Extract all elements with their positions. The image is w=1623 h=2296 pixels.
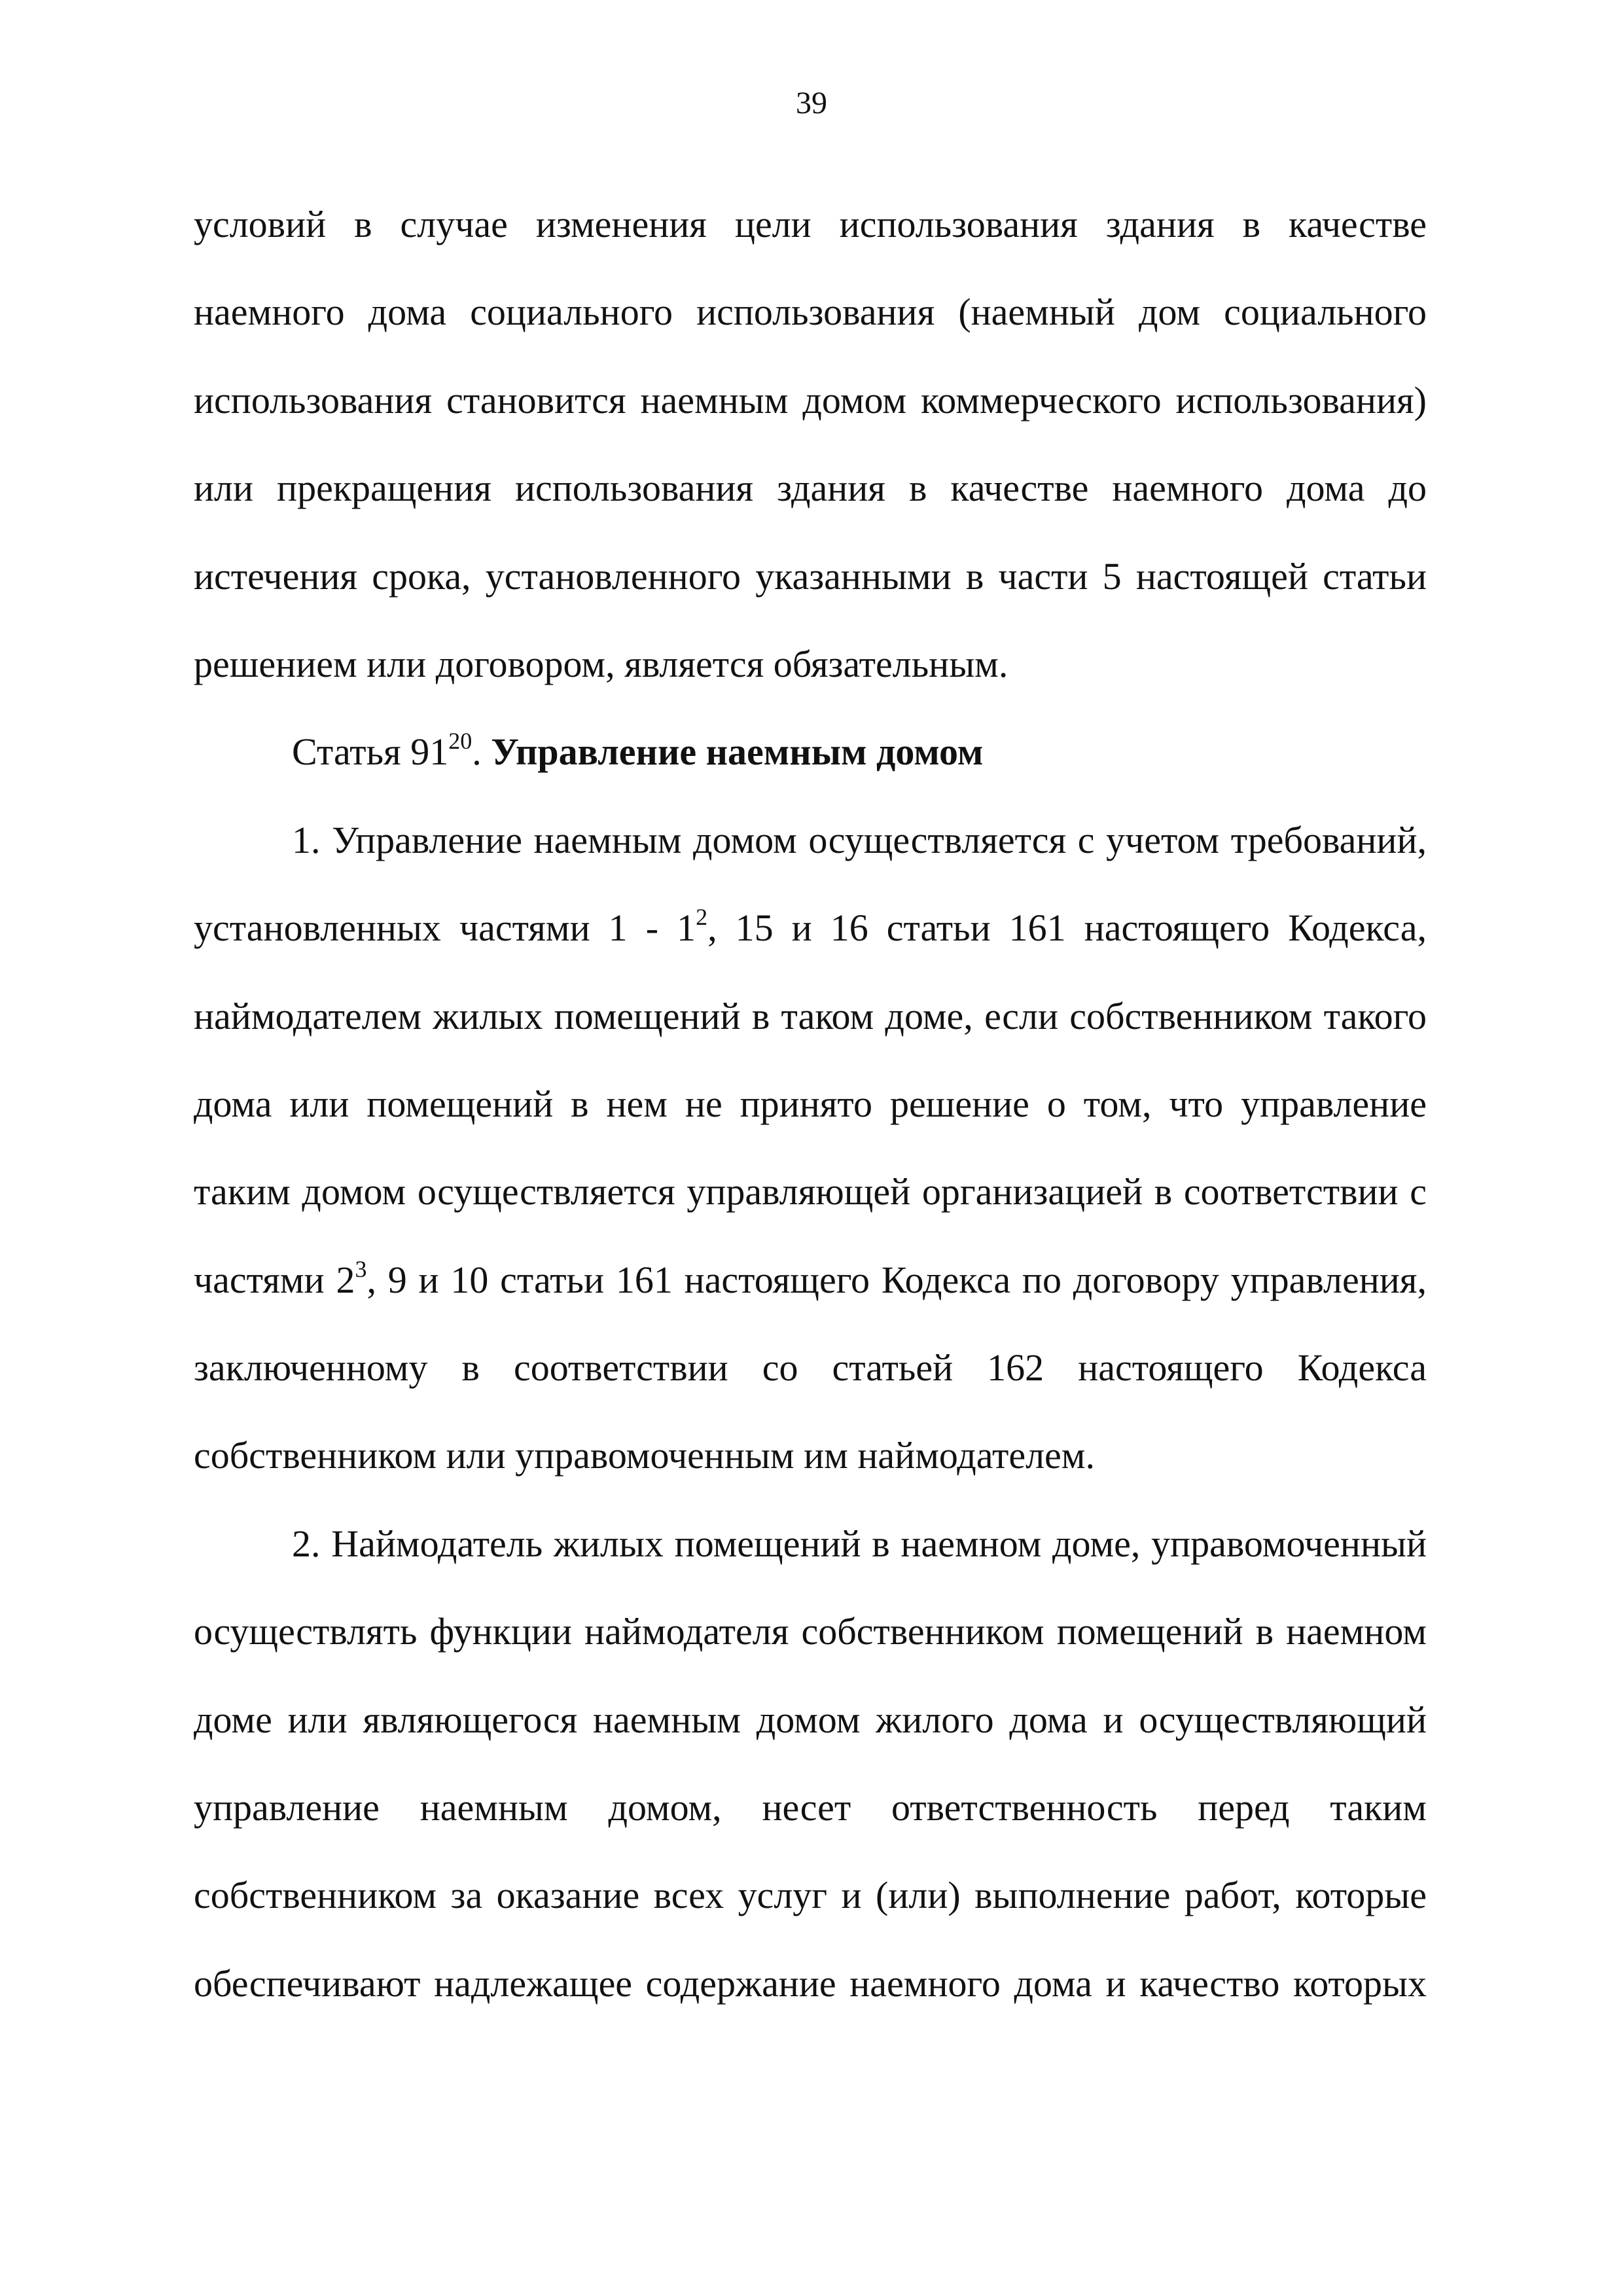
article-title: Управление наемным домом (491, 730, 984, 774)
text-line: истечения срока, установленного указанными в части 5 настоящей статьи (194, 554, 1427, 598)
article-number: Статья 91 (292, 730, 449, 774)
text-segment: , 15 и 16 статьи 161 настоящего Кодекса, (707, 906, 1427, 950)
text-line: наймодателем жилых помещений в таком доме, если собственником такого (194, 994, 1427, 1037)
text-segment: установленных частями 1 - 1 (194, 906, 696, 950)
text-line: или прекращения использования здания в качестве наемного дома до (194, 467, 1427, 510)
text-line: заключенному в соответствии со статьей 162 настоящего Кодекса (194, 1346, 1427, 1390)
text-line: доме или являющегося наемным домом жилого дома и осуществляющий (194, 1698, 1427, 1741)
page-number: 39 (796, 86, 827, 120)
body-text (194, 181, 1427, 2028)
text-line: осуществлять функции наймодателя собственником помещений в наемном (194, 1610, 1427, 1653)
text-line (194, 1236, 1427, 1324)
article-number-superscript: 20 (448, 728, 473, 755)
text-line: решением или договором, является обязательным. (194, 642, 1008, 685)
superscript: 3 (355, 1255, 367, 1282)
text-line: 2. Наймодатель жилых помещений в наемном доме, управомоченный (292, 1522, 1427, 1565)
text-line: дома или помещений в нем не принято решение о том, что управление (194, 1082, 1427, 1125)
text-line: 1. Управление наемным домом осуществляется с учетом требований, (292, 818, 1427, 861)
text-line (194, 884, 1427, 972)
superscript: 2 (696, 904, 708, 931)
text-line: использования становится наемным домом коммерческого использования) (194, 378, 1427, 422)
text-line: обеспечивают надлежащее содержание наемного дома и качество которых (194, 1962, 1427, 2005)
article-heading-separator: . (472, 730, 491, 774)
text-line: собственником за оказание всех услуг и (или) выполнение работ, которые (194, 1874, 1427, 1917)
text-segment: , 9 и 10 статьи 161 настоящего Кодекса по договору управления, (366, 1258, 1427, 1301)
article-heading (194, 708, 1427, 796)
text-line: управление наемным домом, несет ответственность перед таким (194, 1786, 1427, 1829)
text-line: собственником или управомоченным им наймодателем. (194, 1434, 1095, 1477)
text-segment: частями 2 (194, 1258, 355, 1301)
text-line: таким домом осуществляется управляющей организацией в соответствии с (194, 1170, 1427, 1213)
text-line: условий в случае изменения цели использования здания в качестве (194, 203, 1427, 245)
text-line: наемного дома социального использования (наемный дом социального (194, 291, 1427, 334)
